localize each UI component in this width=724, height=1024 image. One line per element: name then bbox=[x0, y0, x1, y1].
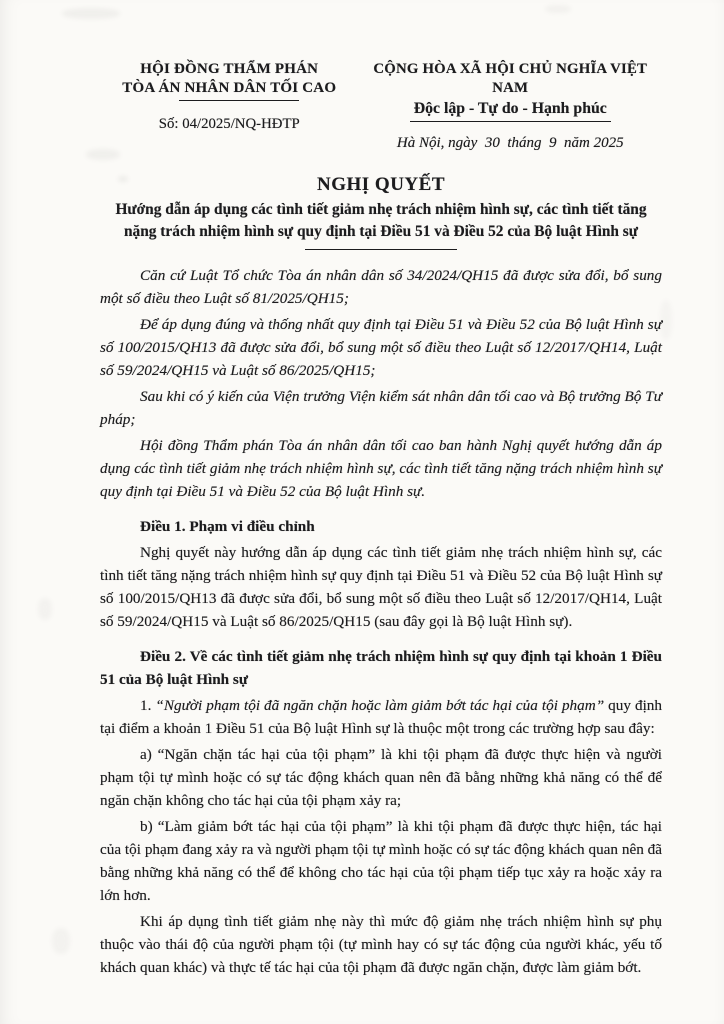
article-2-item-1 bbox=[100, 694, 662, 740]
document-body bbox=[100, 264, 662, 979]
issuer-underline-divider bbox=[179, 100, 299, 101]
article-1-heading: Điều 1. Phạm vi điều chỉnh bbox=[140, 518, 315, 535]
national-motto-line1: CỘNG HÒA XÃ HỘI CHỦ NGHĨA VIỆT NAM bbox=[373, 61, 648, 96]
document-header bbox=[100, 60, 662, 152]
place-and-date: Hà Nội, ngày 30 tháng 9 năm 2025 bbox=[396, 135, 624, 151]
item-1-number: 1. bbox=[140, 697, 156, 714]
national-motto-block bbox=[359, 60, 662, 152]
preamble-paragraph: Hội đồng Thẩm phán Tòa án nhân dân tối cao ban hành Nghị quyết hướng dẫn áp dụng các tình tiết giảm nhẹ trách nhiệm hình sự, các tình tiết tăng nặng trách nhiệm hình sự quy định tại Điều 51 và Điều 52 của Bộ luật Hình sự. bbox=[100, 437, 662, 500]
issuing-authority-block bbox=[100, 60, 359, 133]
item-1-rest: quy định tại điểm a khoản 1 Điều 51 của Bộ luật Hình sự là thuộc một trong các trường hợp sau đây: bbox=[100, 697, 662, 737]
item-1-quoted-phrase: “Người phạm tội đã ngăn chặn hoặc làm giảm bớt tác hại của tội phạm” bbox=[155, 697, 605, 714]
issuer-line2: TÒA ÁN NHÂN DÂN TỐI CAO bbox=[122, 80, 337, 96]
preamble-paragraph: Sau khi có ý kiến của Viện trưởng Viện kiểm sát nhân dân tối cao và Bộ trưởng Bộ Tư pháp; bbox=[100, 388, 662, 428]
document-number: Số: 04/2025/NQ-HĐTP bbox=[158, 116, 300, 132]
title-divider bbox=[305, 249, 457, 250]
preamble-paragraph: Căn cứ Luật Tổ chức Tòa án nhân dân số 34/2024/QH15 đã được sửa đổi, bổ sung một số điều theo Luật số 81/2025/QH15; bbox=[100, 267, 662, 307]
national-motto-line2: Độc lập - Tự do - Hạnh phúc bbox=[410, 98, 611, 122]
article-2-heading: Điều 2. Về các tình tiết giảm nhẹ trách nhiệm hình sự quy định tại khoản 1 Điều 51 của Bộ luật Hình sự bbox=[100, 648, 662, 688]
preamble-paragraph: Để áp dụng đúng và thống nhất quy định tại Điều 51 và Điều 52 của Bộ luật Hình sự số 100/2015/QH13 đã được sửa đổi, bổ sung một số điều theo Luật số 12/2017/QH14, Luật số 59/2024/QH15 và Luật số 86/2025/QH15; bbox=[100, 316, 662, 379]
issuer-line1: HỘI ĐỒNG THẨM PHÁN bbox=[140, 61, 319, 77]
article-2-point-a: a) “Ngăn chặn tác hại của tội phạm” là khi tội phạm đã được thực hiện và người phạm tội tự mình hoặc có sự tác động khách quan nên đã bằng những khả năng có thể để ngăn chặn không cho tác hại của tội phạm xảy ra; bbox=[100, 746, 662, 809]
document-subtitle: Hướng dẫn áp dụng các tình tiết giảm nhẹ trách nhiệm hình sự, các tình tiết tăng nặng trách nhiệm hình sự quy định tại Điều 51 và Điều 52 của Bộ luật Hình sự bbox=[115, 201, 647, 240]
article-2-point-b: b) “Làm giảm bớt tác hại của tội phạm” là khi tội phạm đã được thực hiện, tác hại của tội phạm đang xảy ra và người phạm tội tự mình hoặc có sự tác động khách quan nên đã bằng những khả năng có thể để không cho tác hại của tội phạm tiếp tục xảy ra hoặc xảy ra lớn hơn. bbox=[100, 818, 662, 904]
document-title: NGHỊ QUYẾT bbox=[317, 174, 445, 195]
article-2-closing-paragraph: Khi áp dụng tình tiết giảm nhẹ này thì mức độ giảm nhẹ trách nhiệm hình sự phụ thuộc vào thái độ của người phạm tội (tự mình hay có sự tác động của người khác, yếu tố khách quan khác) và thực tế tác hại của tội phạm đã được ngăn chặn, được làm giảm bớt. bbox=[100, 913, 662, 976]
article-1-body: Nghị quyết này hướng dẫn áp dụng các tình tiết giảm nhẹ trách nhiệm hình sự, các tình tiết tăng nặng trách nhiệm hình sự quy định tại Điều 51 và Điều 52 của Bộ luật Hình sự số 100/2015/QH13 đã được sửa đổi, bổ sung một số điều theo Luật số 12/2017/QH14, Luật số 59/2024/QH15 và Luật số 86/2025/QH15 (sau đây gọi là Bộ luật Hình sự). bbox=[100, 544, 662, 630]
